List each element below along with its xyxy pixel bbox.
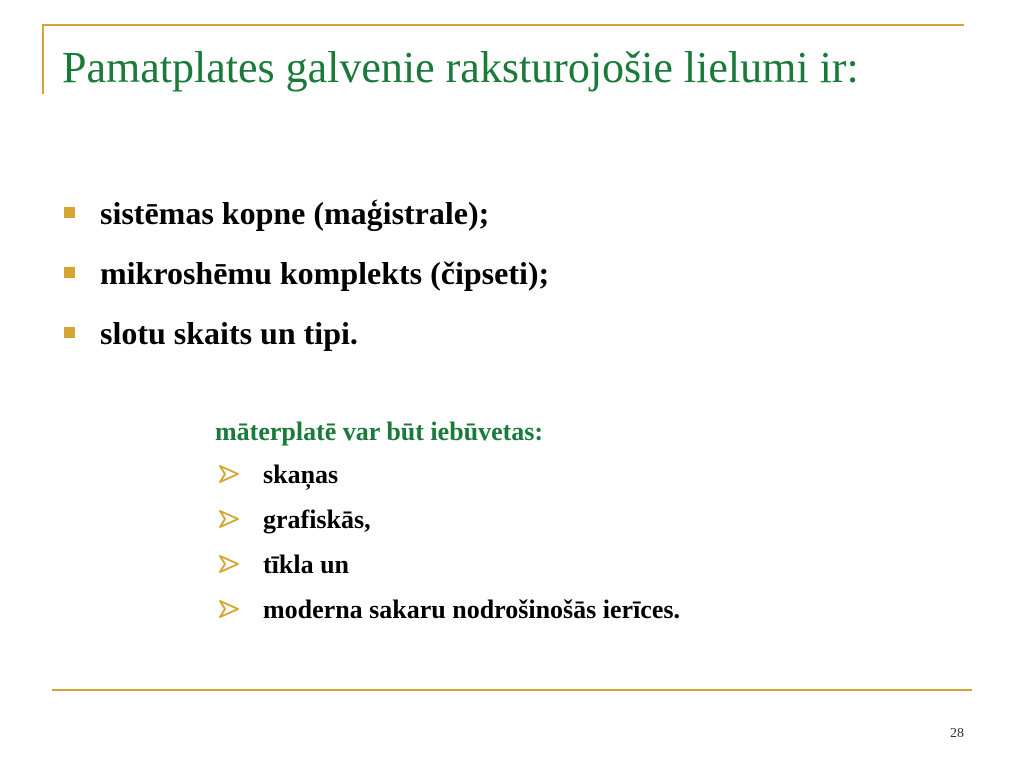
sub-heading: māterplatē var būt iebūvetas: — [215, 417, 544, 446]
square-bullet-icon — [64, 327, 75, 338]
frame-top-line — [42, 24, 964, 26]
bullet-item — [62, 189, 549, 249]
page-number: 28 — [950, 726, 964, 741]
sub-bullet-item — [218, 500, 680, 545]
sub-bullet-item — [218, 590, 680, 635]
sub-bullet-item — [218, 455, 680, 500]
sub-bullet-item — [218, 545, 680, 590]
arrow-bullet-icon — [218, 464, 240, 484]
slide-title: Pamatplates galvenie raksturojošie lielumi ir: — [62, 43, 859, 92]
bullet-text: sistēmas kopne (maģistrale); — [100, 195, 490, 231]
square-bullet-icon — [64, 207, 75, 218]
sub-bullet-text: tīkla un — [263, 550, 349, 579]
sub-bullet-text: skaņas — [263, 460, 339, 489]
square-bullet-icon — [64, 267, 75, 278]
arrow-bullet-icon — [218, 599, 240, 619]
bullet-item — [62, 249, 549, 309]
bullet-item — [62, 309, 549, 369]
frame-bottom-line — [52, 689, 972, 691]
sub-bullet-text: grafiskās, — [263, 505, 371, 534]
arrow-bullet-icon — [218, 509, 240, 529]
frame-left-line — [42, 24, 44, 94]
bullet-text: slotu skaits un tipi. — [100, 315, 358, 351]
sub-bullet-list — [218, 455, 680, 635]
arrow-bullet-icon — [218, 554, 240, 574]
bullet-list — [62, 189, 549, 369]
sub-bullet-text: moderna sakaru nodrošinošās ierīces. — [263, 595, 680, 624]
bullet-text: mikroshēmu komplekts (čipseti); — [100, 255, 550, 291]
